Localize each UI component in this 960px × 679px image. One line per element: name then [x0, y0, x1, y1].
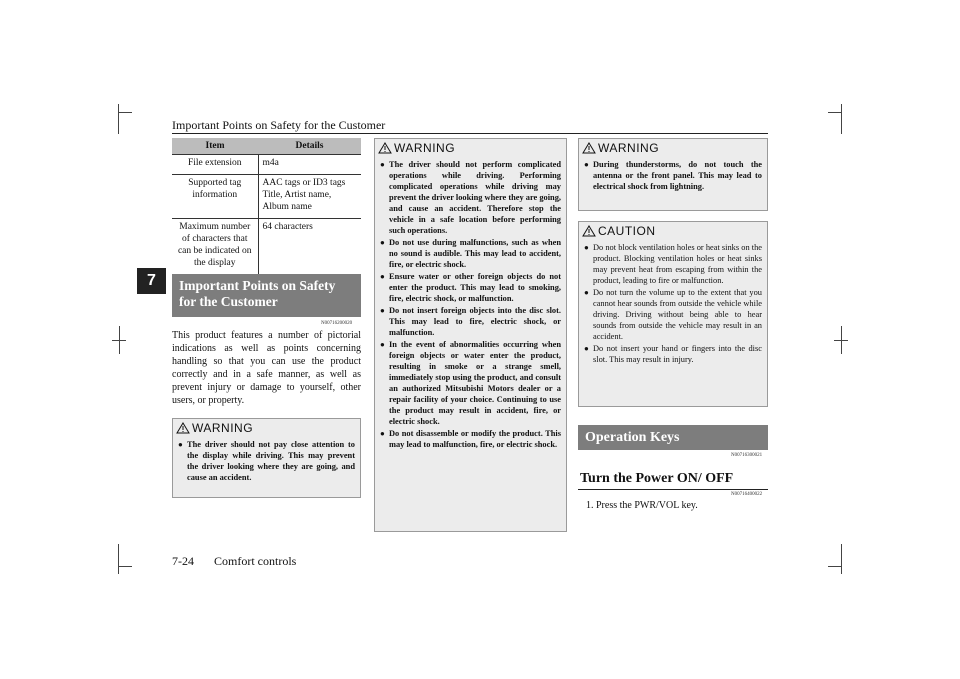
warning-label: WARNING: [192, 421, 254, 435]
table-header-details: Details: [258, 138, 361, 155]
caution-triangle-icon: [582, 225, 596, 237]
header-rule: [172, 133, 768, 134]
table-row: [172, 155, 361, 175]
page-footer: [172, 554, 296, 569]
warning-item: ● The driver should not perform complicated operations while driving. Performing complicated operations while driving may prevent the driver looking where they are going, and cause an accident. Therefore stop the vehicle in a safe location before performing such operations.: [380, 160, 561, 235]
warning-label: WARNING: [394, 141, 456, 155]
table-cell-details: AAC tags or ID3 tags Title, Artist name, Album name: [258, 175, 361, 219]
crop-mark: [118, 544, 119, 574]
table-cell-item: File extension: [172, 155, 258, 175]
caution-item: ● Do not block ventilation holes or heat sinks on the product. Blocking ventilation holes or heat sinks may prevent heat from escaping from within the product, leading to fire or malfunction.: [584, 243, 762, 285]
crop-mark: [828, 566, 842, 567]
power-heading-rule: [578, 489, 768, 490]
warning-triangle-icon: [378, 142, 392, 154]
warning-item: ● Ensure water or other foreign objects do not enter the product. This may lead to smoking, fire, electric shock, or malfunction.: [380, 272, 561, 303]
warning-item: ● Do not insert foreign objects into the disc slot. This may lead to fire, electric shock, or malfunction.: [380, 306, 561, 337]
operation-keys-code: N00716300021: [731, 453, 763, 458]
warning-item: ● During thunderstorms, do not touch the antenna or the front panel. This may lead to electrical shock from lightning.: [584, 160, 762, 191]
crop-mark: [118, 112, 132, 113]
caution-label: CAUTION: [598, 224, 656, 238]
warning-box: [578, 138, 768, 211]
warning-triangle-icon: [582, 142, 596, 154]
operation-keys-heading: Operation Keys: [578, 425, 768, 450]
crop-mark: [841, 104, 842, 134]
spec-table: [172, 138, 361, 275]
intro-paragraph: This product features a number of pictorial indications as well as points concerning handling so that you can use the product correctly and in a safe manner, as well as prevent injury or damage to yourself, other users, or property.: [172, 330, 361, 406]
warning-item: ● Do not disassemble or modify the product. This may lead to malfunction, fire, or electric shock.: [380, 429, 561, 449]
table-cell-item: Maximum number of characters that can be indicated on the display: [172, 219, 258, 275]
warning-box: [374, 138, 567, 532]
warning-item: ● The driver should not pay close attention to the display while driving. This may prevent the driver looking where they are going, and cause an accident.: [178, 440, 355, 482]
warning-box: [172, 418, 361, 498]
step-item: 1. Press the PWR/VOL key.: [586, 500, 698, 511]
warning-item: ● In the event of abnormalities occurring when foreign objects or water enter the product, resulting in smoke or a strange smell, immediately stop using the product, and consult an authorized Mitsubishi Motors dealer or a repair facility of your choice. Continuing to use the product may result in accident, fire, or electric shock.: [380, 340, 561, 426]
crop-mark: [118, 104, 119, 134]
table-cell-details: 64 characters: [258, 219, 361, 275]
power-heading: Turn the Power ON/ OFF: [580, 471, 734, 486]
caution-box: [578, 221, 768, 407]
crop-mark: [841, 544, 842, 574]
crop-mark: [841, 326, 842, 354]
section-heading: Important Points on Safety for the Customer: [172, 274, 361, 317]
power-code: N00716400022: [731, 492, 763, 497]
section-code: N00716200020: [321, 321, 353, 326]
table-header-item: Item: [172, 138, 258, 155]
table-row: [172, 219, 361, 275]
warning-label: WARNING: [598, 141, 660, 155]
page-number: 7-24: [172, 554, 194, 568]
warning-triangle-icon: [176, 422, 190, 434]
crop-mark: [828, 112, 842, 113]
table-cell-item: Supported tag information: [172, 175, 258, 219]
crop-mark: [119, 326, 120, 354]
table-row: [172, 175, 361, 219]
page-title: Important Points on Safety for the Customer: [172, 118, 386, 132]
crop-mark: [118, 566, 132, 567]
section-name: Comfort controls: [214, 554, 297, 568]
caution-item: ● Do not turn the volume up to the extent that you cannot hear sounds from outside the vehicle while driving. Driving without being able to hear sounds from outside the vehicle may result in an accident.: [584, 288, 762, 341]
chapter-tab: 7: [137, 268, 166, 294]
warning-item: ● Do not use during malfunctions, such as when no sound is audible. This may lead to accident, fire, or electric shock.: [380, 238, 561, 269]
caution-item: ● Do not insert your hand or fingers into the disc slot. This may result in injury.: [584, 344, 762, 364]
table-cell-details: m4a: [258, 155, 361, 175]
